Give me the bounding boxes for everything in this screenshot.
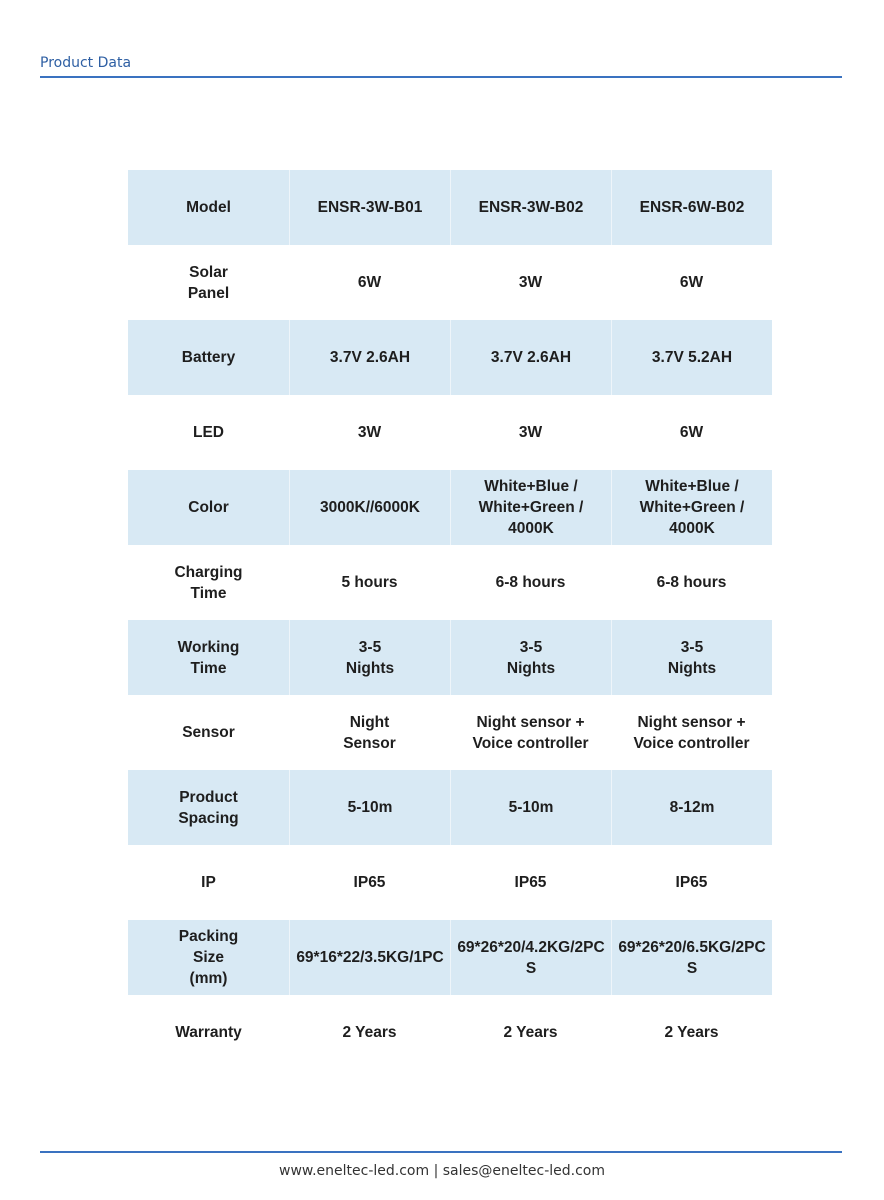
table-cell: 6-8 hours xyxy=(495,574,566,591)
table-cell: Night Sensor xyxy=(343,713,396,752)
table-cell: 3W xyxy=(357,424,382,441)
row-label: Solar Panel xyxy=(187,263,230,302)
table-cell: 6W xyxy=(679,424,704,441)
table-cell: 69*26*20/4.2KG/2PC S xyxy=(450,920,611,995)
table-cell: 2 Years xyxy=(342,1024,397,1041)
table-cell: White+Blue / White+Green / 4000K xyxy=(450,470,611,545)
row-label: Color xyxy=(128,470,289,545)
page-title: Product Data xyxy=(40,55,132,71)
row-label: LED xyxy=(193,424,224,441)
table-cell: IP65 xyxy=(514,874,547,891)
table-cell: 3-5 Nights xyxy=(450,620,611,695)
table-cell: ENSR-6W-B02 xyxy=(611,170,772,245)
table-cell: 3000K//6000K xyxy=(289,470,450,545)
product-data-table xyxy=(128,170,772,1070)
table-cell: 3W xyxy=(518,424,543,441)
table-cell: 6-8 hours xyxy=(656,574,727,591)
table-cell: White+Blue / White+Green / 4000K xyxy=(611,470,772,545)
row-label: Charging Time xyxy=(174,563,243,602)
table-cell: 5 hours xyxy=(341,574,398,591)
table-cell: 3.7V 5.2AH xyxy=(611,320,772,395)
table-cell: 3-5 Nights xyxy=(289,620,450,695)
table-cell: 6W xyxy=(679,274,704,291)
table-cell: IP65 xyxy=(675,874,708,891)
footer-contact: www.eneltec-led.com | sales@eneltec-led.com xyxy=(279,1163,605,1179)
row-label: Sensor xyxy=(182,724,235,741)
row-label: Packing Size (mm) xyxy=(128,920,289,995)
table-cell: 3.7V 2.6AH xyxy=(450,320,611,395)
table-cell: 3-5 Nights xyxy=(611,620,772,695)
table-cell: IP65 xyxy=(353,874,386,891)
table-cell: 5-10m xyxy=(289,770,450,845)
table-cell: Night sensor + Voice controller xyxy=(472,713,589,752)
row-label: Warranty xyxy=(175,1024,242,1041)
row-label: Working Time xyxy=(128,620,289,695)
footer-divider xyxy=(40,1151,842,1153)
table-cell: 69*26*20/6.5KG/2PC S xyxy=(611,920,772,995)
row-label: Battery xyxy=(128,320,289,395)
row-label: Product Spacing xyxy=(128,770,289,845)
table-cell: 6W xyxy=(357,274,382,291)
table-cell: 69*16*22/3.5KG/1PC xyxy=(289,920,450,995)
table-cell: 5-10m xyxy=(450,770,611,845)
table-cell: 8-12m xyxy=(611,770,772,845)
table-cell: ENSR-3W-B01 xyxy=(289,170,450,245)
table-cell: 2 Years xyxy=(503,1024,558,1041)
table-cell: 3W xyxy=(518,274,543,291)
table-cell: 2 Years xyxy=(664,1024,719,1041)
table-cell: Night sensor + Voice controller xyxy=(633,713,750,752)
header-divider xyxy=(40,76,842,78)
row-label: IP xyxy=(201,874,216,891)
table-cell: ENSR-3W-B02 xyxy=(450,170,611,245)
table-cell: 3.7V 2.6AH xyxy=(289,320,450,395)
row-label: Model xyxy=(128,170,289,245)
